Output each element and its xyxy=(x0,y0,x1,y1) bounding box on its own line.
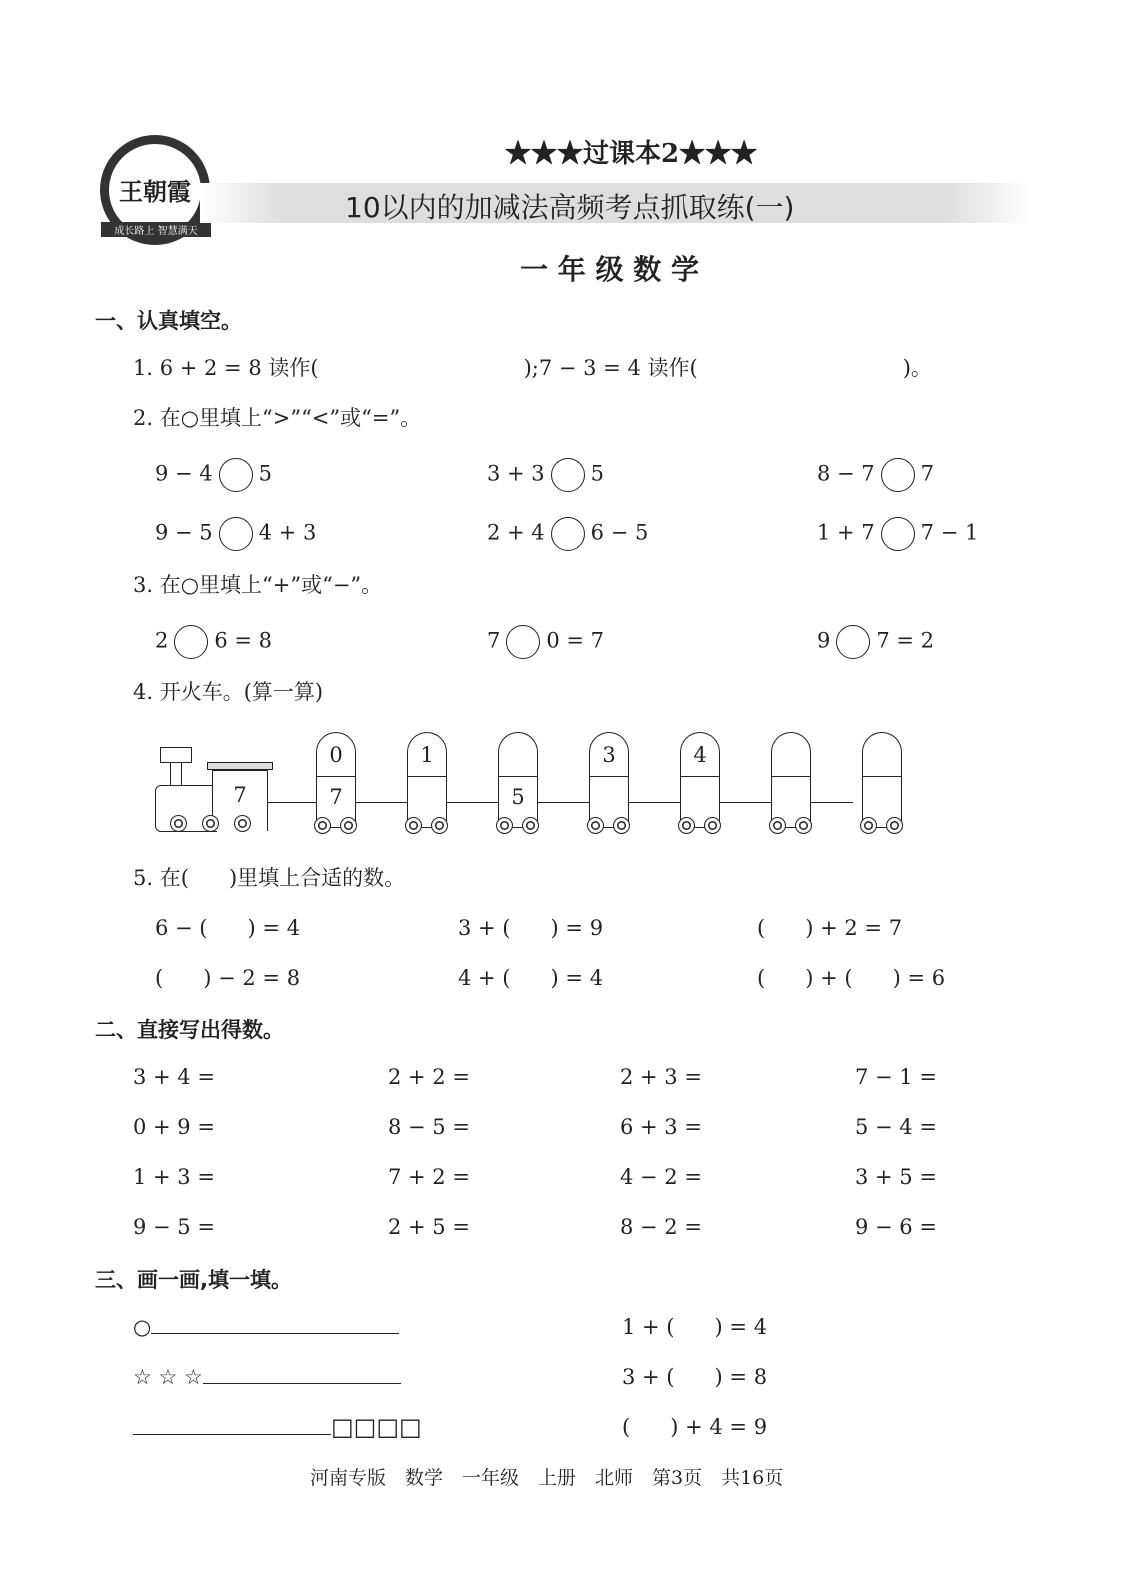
engine-wheel xyxy=(202,815,219,832)
compare-item xyxy=(817,458,934,492)
train-cab-roof xyxy=(207,762,273,770)
car-top-number[interactable] xyxy=(862,732,902,777)
fill-blank-item[interactable]: ( ) + 2 = 7 xyxy=(757,916,903,940)
answer-line[interactable] xyxy=(203,1365,401,1384)
compare-left: 2 + 4 xyxy=(487,520,545,545)
compare-left: 9 − 5 xyxy=(155,520,213,545)
compare-right: 5 xyxy=(258,461,273,486)
compare-item xyxy=(487,517,648,551)
train-cab[interactable]: 7 xyxy=(212,770,268,831)
answer-circle[interactable] xyxy=(219,458,253,492)
car-wheel xyxy=(496,817,513,834)
q1-part-c: )。 xyxy=(902,356,932,380)
q2-prompt: 2. 在○里填上“>”“<”或“=”。 xyxy=(133,406,422,430)
operand-left: 2 xyxy=(155,628,169,653)
fill-blank-item[interactable]: ( ) + ( ) = 6 xyxy=(757,966,946,990)
logo xyxy=(100,135,210,245)
car-wheel xyxy=(431,817,448,834)
q3-prompt: 3. 在○里填上“+”或“−”。 xyxy=(133,573,383,597)
answer-circle[interactable] xyxy=(881,517,915,551)
car-wheel xyxy=(522,817,539,834)
mental-math-item[interactable]: 2 + 2 = xyxy=(388,1065,470,1089)
mental-math-item[interactable]: 3 + 5 = xyxy=(855,1165,937,1189)
footer: 河南专版 数学 一年级 上册 北师 第3页 共16页 xyxy=(310,1467,784,1489)
train-chimney-pipe xyxy=(170,763,182,786)
engine-wheel xyxy=(170,815,187,832)
compare-left: 1 + 7 xyxy=(817,520,875,545)
mental-math-item[interactable]: 6 + 3 = xyxy=(620,1115,702,1139)
car-wheel xyxy=(704,817,721,834)
compare-item xyxy=(155,458,272,492)
mental-math-item[interactable]: 7 − 1 = xyxy=(855,1065,937,1089)
squares-shape: □□□□ xyxy=(331,1413,422,1441)
car-top-number[interactable]: 4 xyxy=(680,732,720,777)
car-wheel xyxy=(314,817,331,834)
answer-circle[interactable] xyxy=(174,625,208,659)
draw-row-1 xyxy=(133,1314,399,1340)
answer-circle[interactable] xyxy=(219,517,253,551)
operator-item xyxy=(487,625,604,659)
q5-prompt: 5. 在( )里填上合适的数。 xyxy=(133,866,406,890)
answer-circle[interactable] xyxy=(551,517,585,551)
car-wheel xyxy=(860,817,877,834)
mental-math-item[interactable]: 8 − 5 = xyxy=(388,1115,470,1139)
fill-row-1[interactable]: 1 + ( ) = 4 xyxy=(622,1315,768,1339)
mental-math-item[interactable]: 9 − 6 = xyxy=(855,1215,937,1239)
mental-math-item[interactable]: 9 − 5 = xyxy=(133,1215,215,1239)
stars-shape: ☆ ☆ ☆ xyxy=(133,1365,203,1389)
draw-row-3 xyxy=(133,1414,422,1441)
operator-item xyxy=(817,625,934,659)
car-wheel xyxy=(795,817,812,834)
car-wheel xyxy=(587,817,604,834)
fill-blank-item[interactable]: 4 + ( ) = 4 xyxy=(458,966,604,990)
car-wheel xyxy=(678,817,695,834)
fill-row-2[interactable]: 3 + ( ) = 8 xyxy=(622,1365,768,1389)
draw-row-2 xyxy=(133,1364,401,1390)
mental-math-item[interactable]: 1 + 3 = xyxy=(133,1165,215,1189)
car-wheel xyxy=(769,817,786,834)
mental-math-item[interactable]: 0 + 9 = xyxy=(133,1115,215,1139)
fill-row-3[interactable]: ( ) + 4 = 9 xyxy=(622,1415,768,1439)
compare-left: 3 + 3 xyxy=(487,461,545,486)
answer-circle[interactable] xyxy=(506,625,540,659)
equation-right: 0 = 7 xyxy=(546,628,605,653)
section1-heading: 一、认真填空。 xyxy=(95,309,242,333)
q4-prompt: 4. 开火车。(算一算) xyxy=(133,680,324,704)
fill-blank-item[interactable]: 3 + ( ) = 9 xyxy=(458,916,604,940)
car-top-number[interactable] xyxy=(498,732,538,777)
q1-part-a: 1. 6 + 2 = 8 读作( xyxy=(133,356,319,380)
compare-right: 7 xyxy=(920,461,935,486)
answer-circle[interactable] xyxy=(836,625,870,659)
car-wheel xyxy=(340,817,357,834)
engine-wheel xyxy=(234,815,251,832)
answer-circle[interactable] xyxy=(551,458,585,492)
fill-blank-item[interactable]: ( ) − 2 = 8 xyxy=(155,966,301,990)
operator-item xyxy=(155,625,272,659)
compare-item xyxy=(487,458,604,492)
mental-math-item[interactable]: 7 + 2 = xyxy=(388,1165,470,1189)
compare-left: 8 − 7 xyxy=(817,461,875,486)
answer-line[interactable] xyxy=(151,1315,399,1334)
section2-heading: 二、直接写出得数。 xyxy=(95,1018,284,1042)
compare-item xyxy=(155,517,316,551)
mental-math-item[interactable]: 2 + 5 = xyxy=(388,1215,470,1239)
subtitle: 一 年 级 数 学 xyxy=(520,253,699,286)
logo-text: 王朝霞 xyxy=(119,177,191,206)
car-wheel xyxy=(613,817,630,834)
operand-left: 9 xyxy=(817,628,831,653)
car-wheel xyxy=(405,817,422,834)
car-top-number[interactable]: 1 xyxy=(407,732,447,777)
operand-left: 7 xyxy=(487,628,501,653)
compare-item xyxy=(817,517,978,551)
equation-right: 7 = 2 xyxy=(876,628,935,653)
car-top-number[interactable]: 3 xyxy=(589,732,629,777)
circle-shape: ○ xyxy=(133,1315,152,1339)
mental-math-item[interactable]: 3 + 4 = xyxy=(133,1065,215,1089)
compare-right: 7 − 1 xyxy=(920,520,979,545)
section3-heading: 三、画一画,填一填。 xyxy=(95,1268,292,1292)
answer-circle[interactable] xyxy=(881,458,915,492)
car-top-number[interactable] xyxy=(771,732,811,777)
page-title: 10以内的加减法高频考点抓取练(一) xyxy=(345,191,795,224)
train-chimney xyxy=(160,747,192,763)
mental-math-item[interactable]: 2 + 3 = xyxy=(620,1065,702,1089)
car-wheel xyxy=(886,817,903,834)
compare-right: 5 xyxy=(590,461,605,486)
logo-slogan: 成长路上 智慧满天 xyxy=(101,222,211,237)
compare-right: 6 − 5 xyxy=(590,520,649,545)
compare-right: 4 + 3 xyxy=(258,520,317,545)
car-bottom-number[interactable]: 5 xyxy=(498,776,538,828)
compare-left: 9 − 4 xyxy=(155,461,213,486)
mental-math-item[interactable]: 5 − 4 = xyxy=(855,1115,937,1139)
mental-math-item[interactable]: 4 − 2 = xyxy=(620,1165,702,1189)
mental-math-item[interactable]: 8 − 2 = xyxy=(620,1215,702,1239)
equation-right: 6 = 8 xyxy=(214,628,273,653)
q1 xyxy=(133,355,932,381)
q1-part-b: );7 − 3 = 4 读作( xyxy=(523,356,698,380)
car-bottom-number[interactable]: 7 xyxy=(316,776,356,828)
answer-line[interactable] xyxy=(133,1416,331,1435)
car-top-number[interactable]: 0 xyxy=(316,732,356,777)
series-label: ★★★过课本2★★★ xyxy=(505,139,758,169)
fill-blank-item[interactable]: 6 − ( ) = 4 xyxy=(155,916,301,940)
